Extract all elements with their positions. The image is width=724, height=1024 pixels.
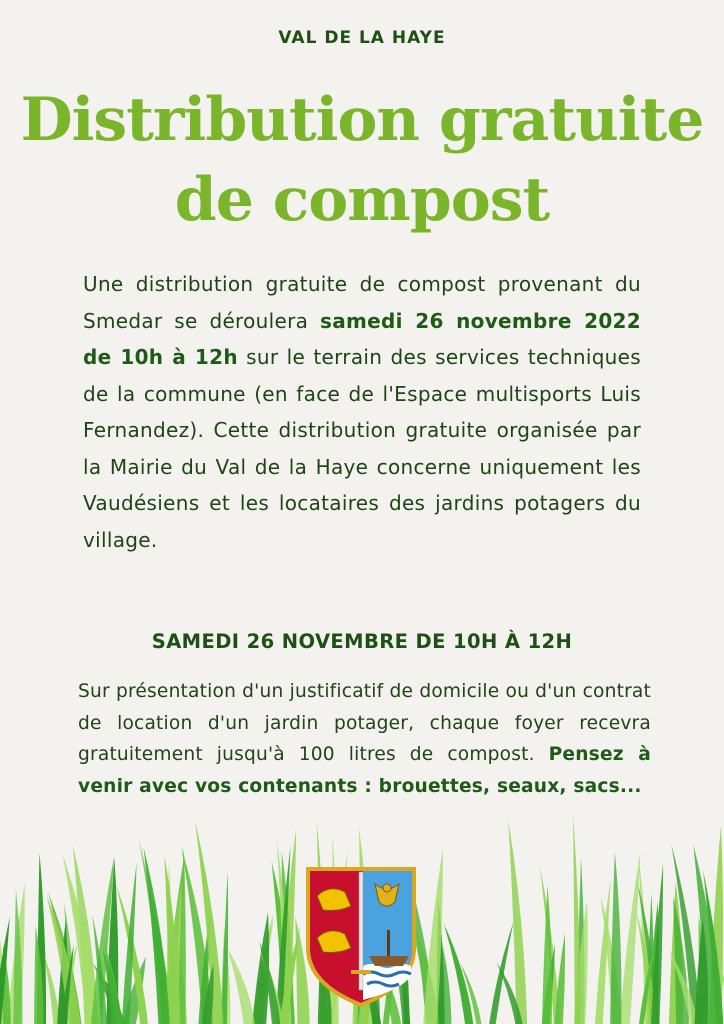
sword-guard — [351, 970, 371, 974]
intro-paragraph — [83, 266, 641, 558]
coat-of-arms-emblem — [305, 866, 417, 1008]
title-line-1: Distribution gratuite — [20, 85, 704, 155]
details-reminder-bold: Pensez à venir avec vos contenants : brouettes, seaux, sacs... — [78, 744, 651, 797]
page-title — [0, 80, 724, 240]
details-paragraph — [78, 676, 651, 802]
intro-date-bold: samedi 26 novembre 2022 de 10h à 12h — [83, 308, 641, 369]
grass-blade — [620, 851, 641, 1024]
grass-blade — [221, 872, 228, 1024]
details-text: Sur présentation d'un justificatif de domicile ou d'un contrat de location d'un jardin potager, chaque foyer recevra gratuitement jusqu'à 100 litres de compost. — [78, 681, 651, 765]
schedule-heading: SAMEDI 26 NOVEMBRE DE 10H À 12H — [151, 630, 573, 653]
grass-blade — [227, 948, 254, 1024]
intro-text-1: Une distribution gratuite de compost provenant du Smedar se déroulera — [83, 272, 641, 333]
grass-blade — [542, 885, 552, 1024]
organization-name: VAL DE LA HAYE — [278, 28, 446, 48]
title-line-2: de compost — [174, 165, 550, 235]
grass-blade — [443, 946, 452, 1024]
grass-blade — [610, 852, 621, 1024]
boat-icon — [369, 956, 409, 966]
intro-text-2: sur le terrain des services techniques de la commune (en face de l'Espace multisports Luis Fernandez). Cette distribution gratuite organisée par la Mairie du Val de la Haye concerne uniquement les Vaudésiens et les locataires des jardins potagers du village. — [83, 345, 641, 552]
